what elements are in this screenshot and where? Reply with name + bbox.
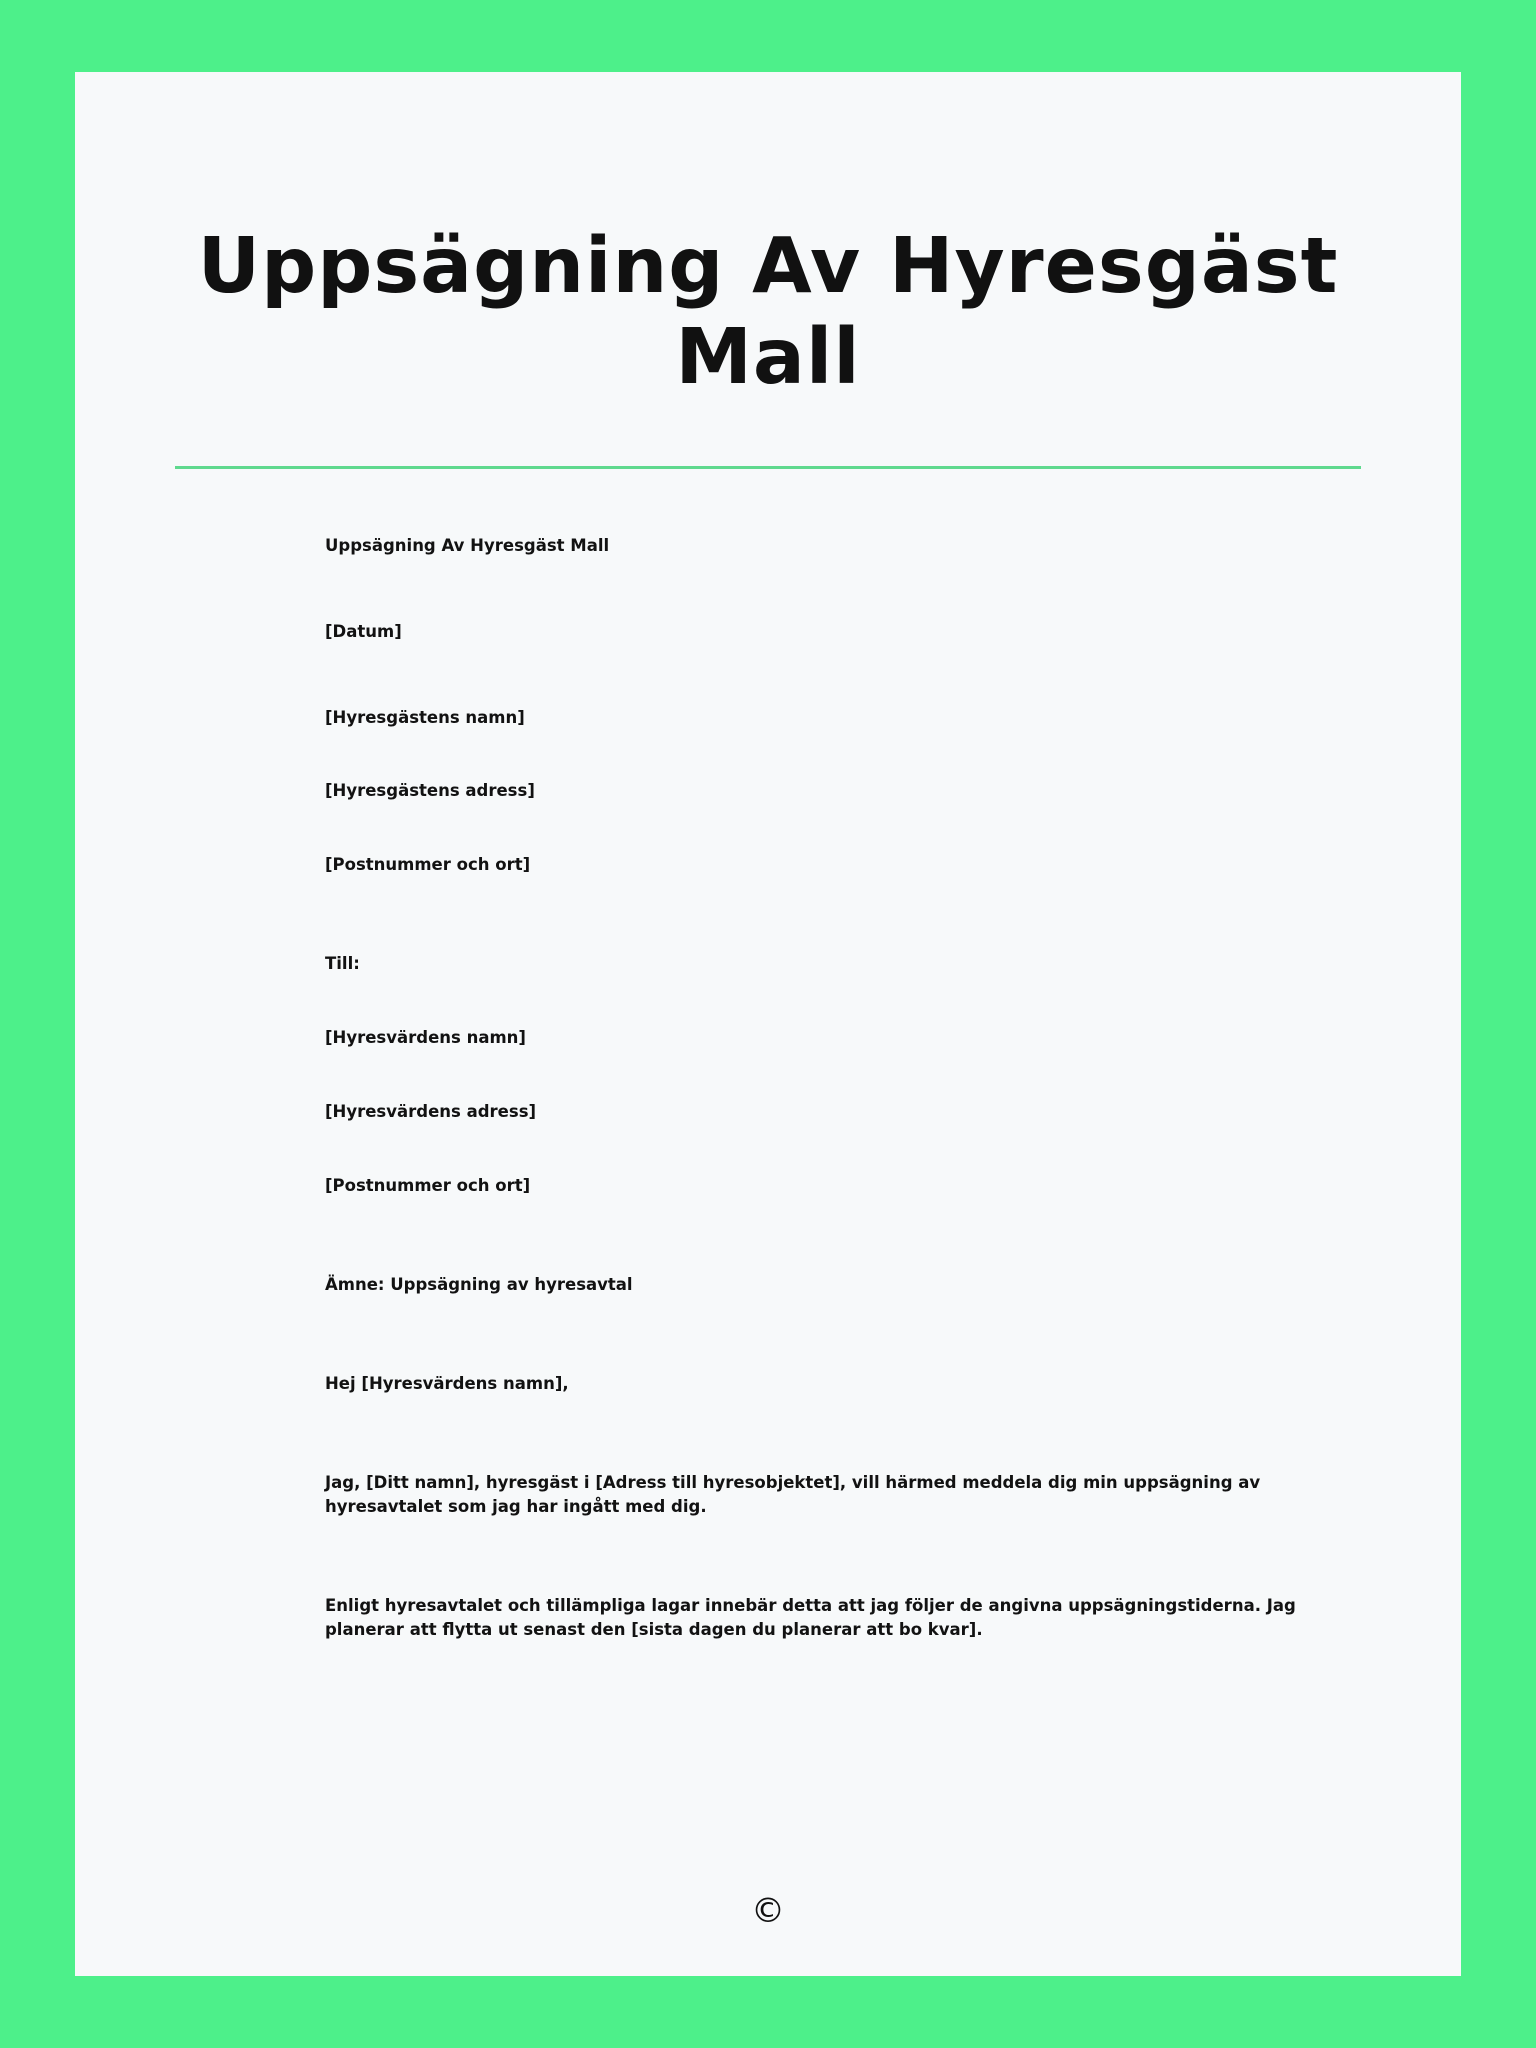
page-title: Uppsägning Av Hyresgäst Mall (197, 222, 1339, 402)
subject-line: Ämne: Uppsägning av hyresavtal (325, 1275, 633, 1295)
landlord-name: [Hyresvärdens namn] (325, 1028, 526, 1048)
date-placeholder: [Datum] (325, 621, 402, 641)
document-heading: Uppsägning Av Hyresgäst Mall (325, 535, 610, 555)
greeting-line: Hej [Hyresvärdens namn], (325, 1373, 569, 1393)
to-label: Till: (325, 954, 360, 974)
document-body (75, 469, 1461, 1642)
landlord-address: [Hyresvärdens adress] (325, 1102, 537, 1122)
paragraph-notice: Jag, [Ditt namn], hyresgäst i [Adress till hyresobjektet], vill härmed meddela dig min uppsägning av hyresavtalet som jag har ingått med dig. (325, 1472, 1261, 1516)
copyright-icon: © (751, 1891, 785, 1931)
paragraph-notice-period: Enligt hyresavtalet och tillämpliga lagar innebär detta att jag följer de angivna uppsägningstiderna. Jag planerar att flytta ut senast den [sista dagen du planerar att bo kvar]. (325, 1595, 1296, 1639)
document-page (75, 72, 1461, 1976)
title-section (75, 72, 1461, 404)
tenant-name: [Hyresgästens namn] (325, 707, 525, 727)
landlord-postal: [Postnummer och ort] (325, 1176, 531, 1196)
tenant-address: [Hyresgästens adress] (325, 781, 535, 801)
tenant-postal: [Postnummer och ort] (325, 855, 531, 875)
